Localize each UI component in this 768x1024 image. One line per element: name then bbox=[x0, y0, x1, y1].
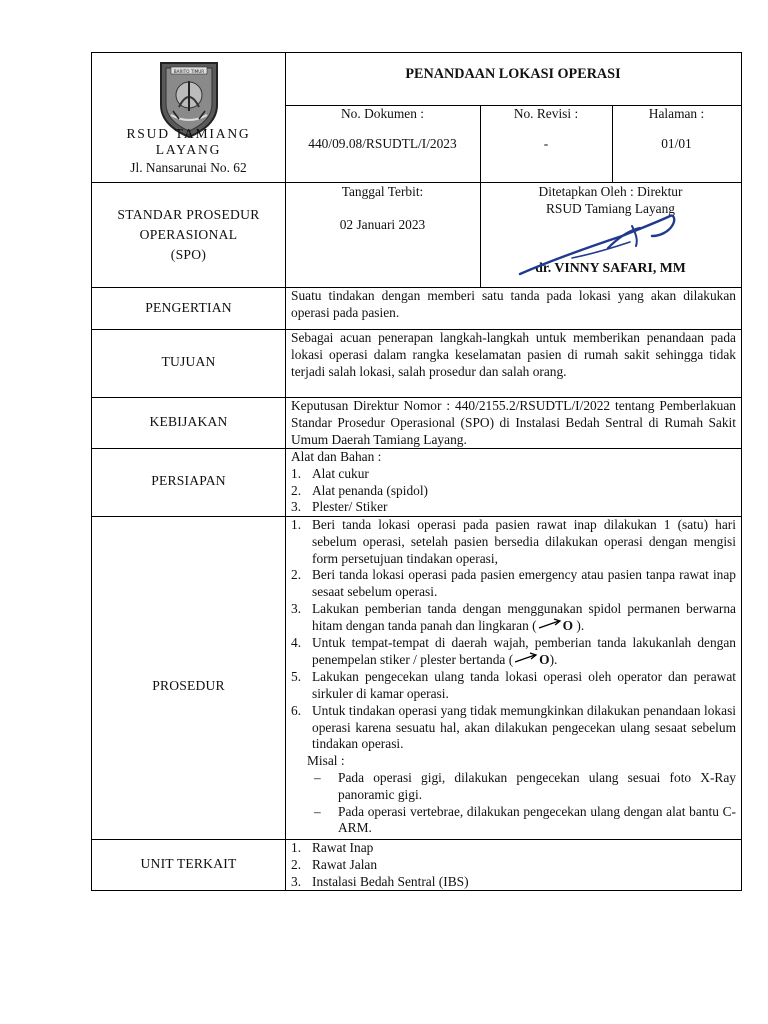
revision-cell bbox=[480, 105, 612, 153]
persiapan-label: PERSIAPAN bbox=[151, 473, 226, 488]
director-name: dr. VINNY SAFARI, MM bbox=[535, 259, 686, 275]
approved-by-line1: Ditetapkan Oleh : Direktur bbox=[538, 184, 683, 199]
pengertian-text: Suatu tindakan dengan memberi satu tanda pada lokasi yang akan dilakukan operasi pada pasien. bbox=[291, 288, 736, 320]
persiapan-content bbox=[291, 449, 736, 516]
doc-number-label: No. Dokumen : bbox=[341, 106, 424, 121]
list-item: 5. Lakukan pengecekan ulang tanda lokasi operasi oleh operator dan perawat sirkuler di kamar operasi. bbox=[291, 669, 736, 701]
list-item: 3. Lakukan pemberian tanda dengan menggunakan spidol permanen berwarna hitam dengan tanda panah dan lingkaran ( O ). bbox=[291, 601, 736, 635]
kebijakan-label: KEBIJAKAN bbox=[149, 414, 228, 429]
col-divider bbox=[285, 53, 286, 890]
issue-date-value: 02 Januari 2023 bbox=[339, 216, 426, 232]
tujuan-label: TUJUAN bbox=[161, 354, 216, 369]
document-title: PENANDAAN LOKASI OPERASI bbox=[405, 66, 621, 82]
unit-terkait-content bbox=[291, 840, 736, 890]
svg-text:BARITO TIMUR: BARITO TIMUR bbox=[173, 69, 205, 74]
hospital-address: Jl. Nansarunai No. 62 bbox=[130, 160, 247, 175]
list-item: 3. Plester/ Stiker bbox=[291, 499, 388, 515]
issue-date-cell bbox=[285, 184, 480, 234]
prosedur-content bbox=[291, 517, 736, 837]
arrow-icon bbox=[513, 652, 539, 669]
issue-date-label: Tanggal Terbit: bbox=[341, 184, 424, 199]
doc-number-value: 440/09.08/RSUDTL/I/2023 bbox=[308, 135, 457, 151]
tujuan-text: Sebagai acuan penerapan langkah-langkah untuk memberikan penandaan pada lokasi operasi dalam rangka keselamatan pasien di rumah sakit sehingga tidak terjadi salah lokasi, salah prosedur dan salah orang. bbox=[291, 330, 736, 379]
misal-label: Misal : bbox=[307, 753, 345, 769]
spo-label: STANDAR PROSEDUR OPERASIONAL (SPO) bbox=[117, 207, 260, 262]
list-item: 1. Beri tanda lokasi operasi pada pasien rawat inap dilakukan 1 (satu) hari sebelum operasi, setelah pasien bersedia dilakukan operasi dengan mengisi form persetujuan tindakan operasi, bbox=[291, 517, 736, 566]
list-item: – Pada operasi vertebrae, dilakukan pengecekan ulang dengan alat bantu C-ARM. bbox=[314, 803, 736, 836]
list-item: 1. Rawat Inap bbox=[291, 840, 374, 855]
spo-document bbox=[91, 52, 742, 891]
list-item: 3. Instalasi Bedah Sentral (IBS) bbox=[291, 873, 469, 889]
doc-number-cell bbox=[285, 105, 480, 153]
list-item: 6. Untuk tindakan operasi yang tidak memungkinkan dilakukan penandaan lokasi operasi karena sesuatu hal, akan dilakukan pengecekan ulang sesaat sebelum tindakan operasi. bbox=[291, 702, 736, 752]
page-value: 01/01 bbox=[661, 135, 692, 151]
prosedur-label: PROSEDUR bbox=[152, 678, 225, 693]
kebijakan-text: Keputusan Direktur Nomor : 440/2155.2/RSUDTL/I/2022 tentang Pemberlakuan Standar Prosedur Operasional (SPO) di Instalasi Bedah Sentral di Rumah Sakit Umum Daerah Tamiang Layang. bbox=[291, 398, 736, 447]
row-divider bbox=[92, 182, 741, 183]
unit-terkait-label: UNIT TERKAIT bbox=[140, 856, 237, 871]
revision-value: - bbox=[543, 135, 549, 151]
page-cell bbox=[612, 105, 741, 153]
revision-label: No. Revisi : bbox=[513, 106, 579, 121]
list-item: 1. Alat cukur bbox=[291, 465, 369, 481]
list-item: 2. Alat penanda (spidol) bbox=[291, 482, 429, 498]
persiapan-intro: Alat dan Bahan : bbox=[291, 449, 382, 464]
signature bbox=[512, 208, 682, 283]
arrow-icon bbox=[537, 618, 563, 635]
page-label: Halaman : bbox=[648, 106, 705, 121]
list-item: 4. Untuk tempat-tempat di daerah wajah, pemberian tanda lakukanlah dengan penempelan stiker / plester bertanda ( O). bbox=[291, 635, 736, 669]
hospital-name: RSUD TAMIANG LAYANG bbox=[126, 126, 251, 157]
list-item: 2. Beri tanda lokasi operasi pada pasien emergency atau pasien tanpa rawat inap sesaat sebelum operasi. bbox=[291, 567, 736, 600]
list-item: 2. Rawat Jalan bbox=[291, 856, 378, 872]
list-item: – Pada operasi gigi, dilakukan pengecekan ulang sesuai foto X-Ray panoramic gigi. bbox=[314, 769, 736, 802]
approved-by-line2: RSUD Tamiang Layang bbox=[546, 200, 675, 216]
pengertian-label: PENGERTIAN bbox=[145, 300, 232, 315]
